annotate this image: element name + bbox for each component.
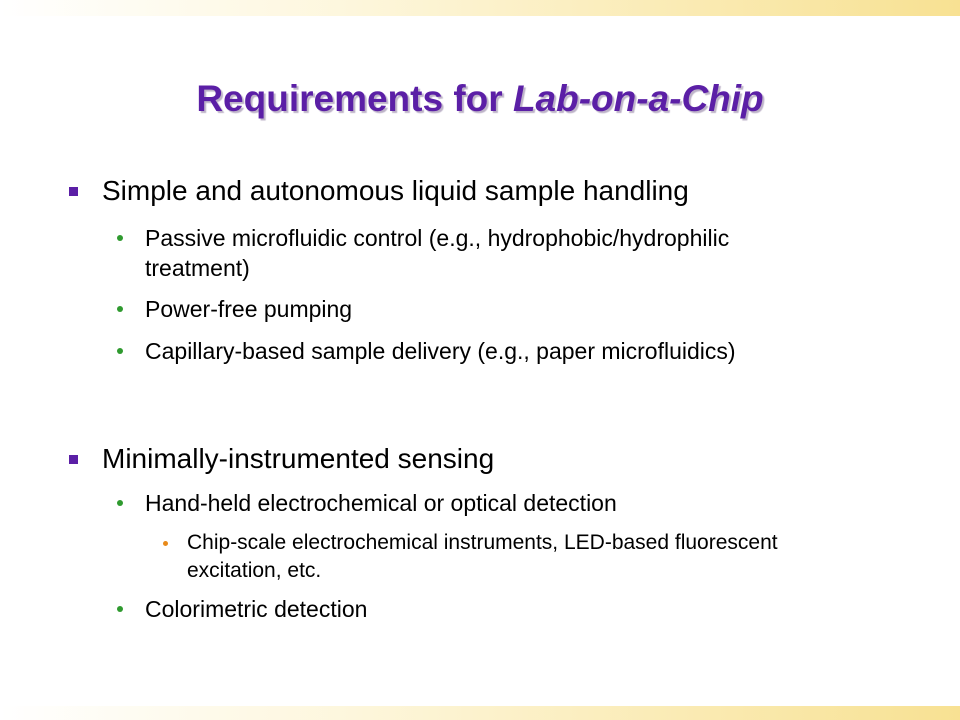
section-1-item-2: Power-free pumping	[145, 296, 353, 322]
section-2-item-1: Hand-held electrochemical or optical detection	[145, 490, 617, 516]
section-2-subitem-line-2: excitation, etc.	[187, 559, 322, 582]
section-1-item-1-line-1: Passive microfluidic control (e.g., hydrophobic/hydrophilic	[145, 225, 730, 251]
round-bullet-icon	[117, 348, 123, 354]
slide-title-italic: Lab-on-a-Chip	[512, 78, 764, 119]
bottom-decorative-band	[0, 706, 960, 720]
top-decorative-band	[0, 0, 960, 16]
small-round-bullet-icon	[163, 541, 168, 546]
round-bullet-icon	[117, 606, 123, 612]
round-bullet-icon	[117, 235, 123, 241]
section-1-item-3: Capillary-based sample delivery (e.g., paper microfluidics)	[145, 338, 736, 364]
section-1-heading: Simple and autonomous liquid sample handling	[102, 175, 689, 206]
square-bullet-icon	[69, 187, 78, 196]
section-1-item-1-line-2: treatment)	[145, 255, 250, 281]
square-bullet-icon	[69, 455, 78, 464]
slide-title	[0, 78, 960, 120]
section-2-heading: Minimally-instrumented sensing	[102, 443, 495, 474]
section-2-subitem-line-1: Chip-scale electrochemical instruments, LED-based fluorescent	[187, 531, 778, 554]
round-bullet-icon	[117, 500, 123, 506]
slide-title-plain: Requirements for	[196, 78, 513, 119]
section-2-item-2: Colorimetric detection	[145, 596, 368, 622]
round-bullet-icon	[117, 306, 123, 312]
